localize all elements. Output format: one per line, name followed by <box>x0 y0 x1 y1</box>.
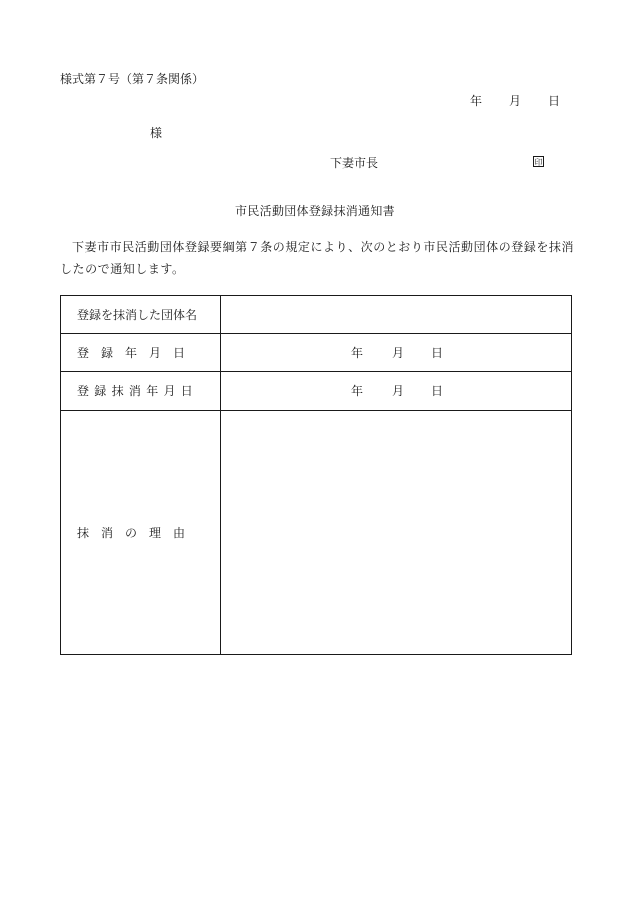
registration-date-year: 年 <box>351 345 364 360</box>
table-row-registration-date <box>61 334 571 372</box>
label-group-name: 登録を抹消した団体名 <box>77 307 198 322</box>
label-cell <box>61 296 221 333</box>
document-title: 市民活動団体登録抹消通知書 <box>235 204 395 218</box>
table-row-deregistration-date <box>61 372 571 411</box>
registration-table <box>60 295 572 655</box>
label-deregistration-date: 登録抹消年月日 <box>77 384 199 398</box>
deregistration-date-month: 月 <box>392 384 405 398</box>
registration-date-month: 月 <box>392 345 405 360</box>
table-row-reason <box>61 411 571 654</box>
label-reason: 抹 消 の 理 由 <box>77 525 186 540</box>
value-registration-date[interactable] <box>221 334 571 371</box>
value-reason[interactable] <box>221 411 571 654</box>
value-deregistration-date[interactable] <box>221 372 571 410</box>
label-registration-date: 登 録 年 月 日 <box>77 345 186 360</box>
issue-date-year: 年 <box>470 94 483 108</box>
deregistration-date-year: 年 <box>351 384 364 398</box>
label-cell <box>61 411 221 654</box>
issue-date-month: 月 <box>509 94 522 108</box>
label-cell <box>61 334 221 371</box>
deregistration-date-day: 日 <box>431 384 444 398</box>
issuer-name: 下妻市長 <box>330 156 379 170</box>
form-number: 様式第７号（第７条関係） <box>60 72 205 86</box>
addressee-suffix: 様 <box>150 126 163 140</box>
label-cell <box>61 372 221 410</box>
issue-date-day: 日 <box>548 94 561 108</box>
table-row-group-name <box>61 296 571 334</box>
registration-date-day: 日 <box>431 345 444 360</box>
value-group-name[interactable] <box>221 296 571 333</box>
seal-mark: 印 <box>534 158 543 167</box>
body-text: 下妻市市民活動団体登録要綱第７条の規定により、次のとおり市民活動団体の登録を抹消したので通知します。 <box>60 240 575 276</box>
